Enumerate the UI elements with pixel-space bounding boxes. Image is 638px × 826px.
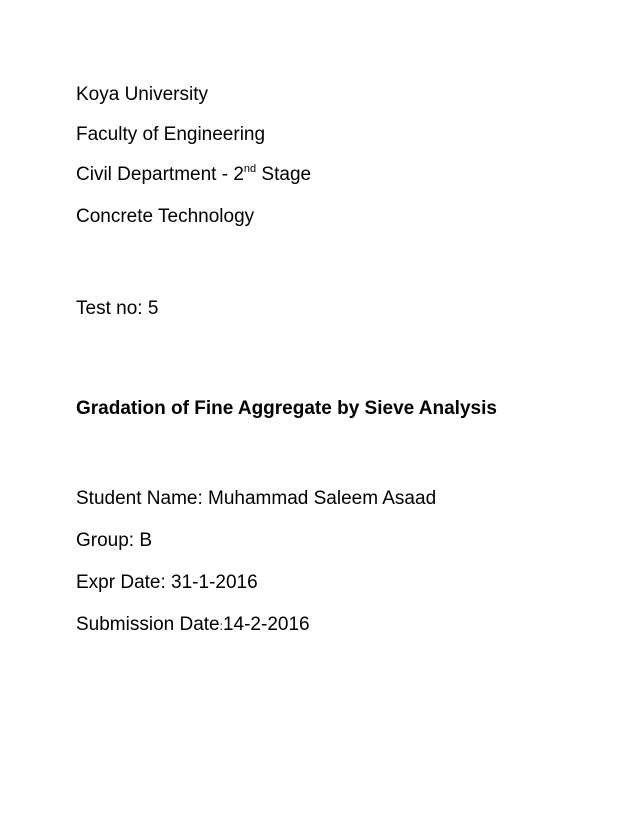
faculty-text: Faculty of Engineering xyxy=(76,124,266,145)
test-number: Test no: 5 xyxy=(76,298,159,319)
department-superscript: nd xyxy=(243,163,257,175)
submission-date-line xyxy=(76,613,310,638)
submission-date-value: 14-2-2016 xyxy=(222,614,310,635)
experiment-date: Expr Date: 31-1-2016 xyxy=(76,572,258,593)
university-name: Koya University xyxy=(76,84,208,105)
report-title: Gradation of Fine Aggregate by Sieve Analysis xyxy=(76,398,497,419)
department-prefix: Civil Department - 2 xyxy=(76,164,244,185)
department-suffix: Stage xyxy=(256,164,312,185)
course-name: Concrete Technology xyxy=(76,206,255,227)
student-group: Group: B xyxy=(76,530,153,551)
faculty-name xyxy=(76,123,265,147)
submission-date-label: Submission Date xyxy=(76,614,220,635)
department-line xyxy=(76,163,311,187)
submission-date-colon: : xyxy=(219,619,223,633)
student-name: Student Name: Muhammad Saleem Asaad xyxy=(76,488,437,509)
